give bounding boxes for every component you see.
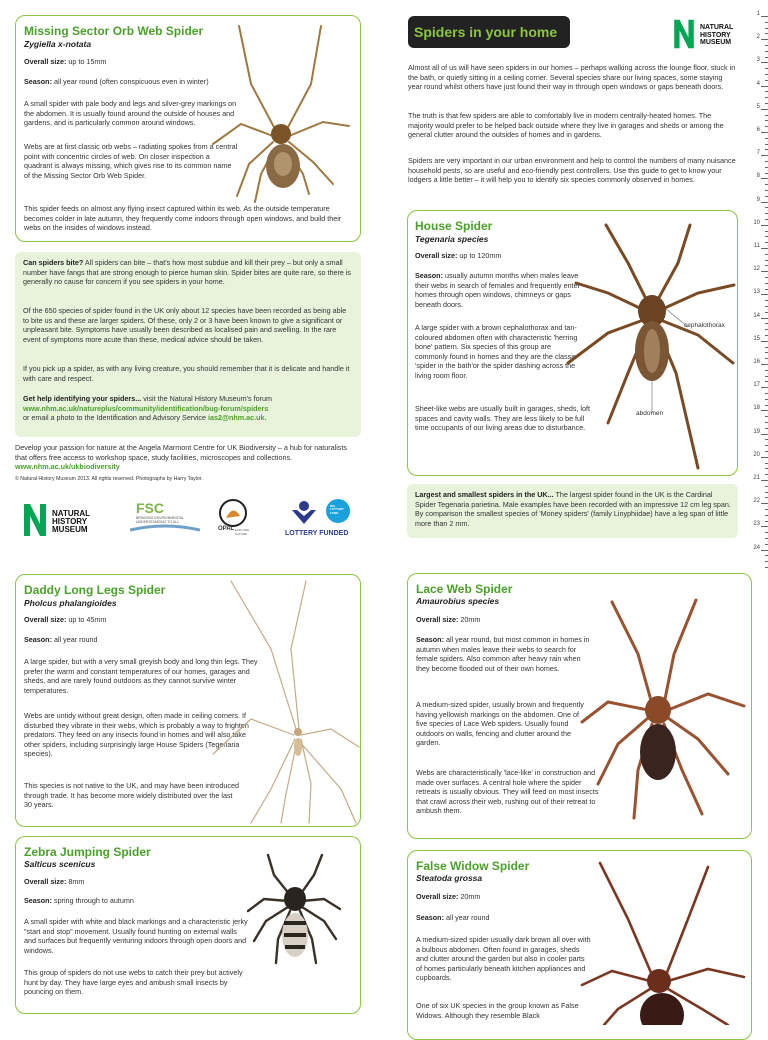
ruler-tick bbox=[761, 178, 768, 179]
orb-latin: Zygiella x-notata bbox=[24, 39, 92, 49]
ruler-tick bbox=[761, 457, 768, 458]
nhm-logo-top: NATURAL HISTORY MUSEUM bbox=[672, 18, 752, 54]
ruler-tick bbox=[761, 434, 768, 435]
ruler-tick bbox=[761, 202, 768, 203]
ruler-tick bbox=[761, 132, 768, 133]
bite-p3: If you pick up a spider, as with any living creature, you should remember that it is delicate and handle it with care and respect. bbox=[23, 364, 350, 383]
ruler-tick bbox=[761, 39, 768, 40]
zebra-p1: A small spider with white and black markings and a characteristic jerky "start and stop" movement. Usually found hunting on external walls and surfaces but frequently venturing indoors through open doors and windows. bbox=[24, 917, 248, 955]
ruler-tick bbox=[761, 109, 768, 110]
orb-title: Missing Sector Orb Web Spider bbox=[24, 24, 204, 38]
orb-web-spider-card bbox=[15, 15, 361, 242]
daddy-title: Daddy Long Legs Spider bbox=[24, 583, 166, 597]
house-p1: A large spider with a brown cephalothorax and tan-coloured abdomen often with characteristic 'herring bone' pattern. Six species of this group are commonly found in homes and they are the classic 'spider in the bath'or the spider dashing across the living room floor. bbox=[415, 323, 578, 380]
ruler-label: 4 bbox=[756, 80, 760, 87]
opal-icon bbox=[218, 498, 248, 528]
copyright: © Natural History Museum 2013. All rights reserved. Photographs by Harry Taylor. bbox=[15, 476, 203, 482]
daddy-latin: Pholcus phalangioides bbox=[24, 598, 117, 608]
ruler-label: 24 bbox=[753, 544, 760, 551]
house-title: House Spider bbox=[415, 219, 493, 233]
widow-spider-image bbox=[578, 859, 748, 1025]
forum-link[interactable]: www.nhm.ac.uk/natureplus/community/identification/bug-forum/spiders bbox=[23, 403, 269, 413]
ruler-tick bbox=[761, 86, 768, 87]
ruler-label: 2 bbox=[756, 34, 760, 41]
widow-season: Season: all year round bbox=[416, 913, 490, 922]
intro-p3: Spiders are very important in our urban environment and help to control the numbers of many nuisance household pests, so are useful and eco-friendly pest controllers. Use this guide to get to know your lodgers a little better – it will help you to identify six species commonly observed in homes. bbox=[408, 156, 736, 185]
email-link[interactable]: ias2@nhm.ac.uk. bbox=[208, 413, 267, 423]
ruler-label: 18 bbox=[753, 405, 760, 412]
lace-latin: Amaurobius species bbox=[416, 596, 500, 606]
ruler-tick bbox=[761, 271, 768, 272]
ruler-tick bbox=[761, 225, 768, 226]
daddy-season: Season: all year round bbox=[24, 635, 98, 644]
lace-p2: Webs are characteristically 'lace-like' in construction and made over surfaces. A central hole where the spider retreats is usually obvious. They will feed on most insects that crawl across their web, rushing out of their retreat to ambush them. bbox=[416, 768, 599, 816]
orb-p3: This spider feeds on almost any flying insect captured within its web. As the outside temperature becomes colder in late autumn, they frequently come indoors through open windows, and build their webs on the insides of windows instead. bbox=[24, 204, 342, 233]
orb-season: Season: all year round (often conspicuous even in winter) bbox=[24, 77, 209, 86]
house-p2: Sheet-like webs are usually built in garages, sheds, loft spaces and cavity walls. They are less likely to be full time occupants of our living areas due to disturbance. bbox=[415, 404, 590, 433]
ruler-label: 17 bbox=[753, 382, 760, 389]
daddy-size: Overall size: up to 45mm bbox=[24, 615, 107, 624]
fsc-logo: FSC BRINGING ENVIRONMENTAL UNDERSTANDING TO ALL bbox=[130, 500, 200, 538]
orb-size: Overall size: up to 15mm bbox=[24, 57, 107, 66]
nhm-logo: NATURAL HISTORY MUSEUM bbox=[22, 502, 102, 540]
false-widow-spider-card bbox=[407, 850, 752, 1040]
bite-p2: Of the 650 species of spider found in the UK only about 12 species have been recorded as being able to bite us and these are larger spiders. Of these, only 2 or 3 have been known to give a significant or unpleasant bite. Symptoms have usually been described as localised pain and swelling. In the rare event of symptoms more acute than these, medical advice should be taken. bbox=[23, 306, 347, 344]
orb-p1: A small spider with pale body and legs and silver-grey markings on the abdomen. It is usually found around the outside of houses and gardens, and is particularly common around windows. bbox=[24, 99, 237, 128]
widow-title: False Widow Spider bbox=[416, 859, 530, 873]
ruler-label: 16 bbox=[753, 359, 760, 365]
ruler-label: 13 bbox=[753, 289, 760, 296]
ruler-tick bbox=[761, 248, 768, 249]
ruler-label: 19 bbox=[753, 428, 760, 435]
orb-spider-image bbox=[211, 24, 351, 204]
ruler-label: 1 bbox=[756, 11, 760, 17]
widow-latin: Steatoda grossa bbox=[416, 873, 483, 883]
ruler-tick bbox=[761, 480, 768, 481]
bite-help: Get help identifying your spiders... visit the Natural History Museum's forum www.nhm.ac.uk/natureplus/community/identification/bug-forum/spiders or email a photo to the Identification and Advisory Service ias2@nhm.ac.uk. bbox=[23, 394, 273, 423]
ruler-tick bbox=[761, 364, 768, 365]
ruler-label: 9 bbox=[756, 196, 760, 203]
widow-size: Overall size: 20mm bbox=[416, 892, 481, 901]
ruler-tick bbox=[761, 16, 768, 17]
nhm-n-icon bbox=[672, 18, 696, 50]
nhm-n-icon bbox=[22, 502, 48, 538]
ruler-tick bbox=[761, 155, 768, 156]
ruler-label: 12 bbox=[753, 266, 760, 273]
house-spider-card bbox=[407, 210, 738, 476]
lace-web-spider-card bbox=[407, 573, 752, 839]
lace-title: Lace Web Spider bbox=[416, 582, 513, 596]
widow-p1: A medium-sized spider usually dark brown all over with a bulbous abdomen. Often found in garages, sheds and clutter around the garden but also in cooler parts of homes particularly beneath kitchen appliances and cupboards. bbox=[416, 935, 591, 983]
widow-p2: One of six UK species in the group known as False Widows. Although they resemble Black bbox=[416, 1001, 579, 1020]
daddy-long-legs-card bbox=[15, 574, 361, 827]
ruler-label: 11 bbox=[753, 243, 760, 249]
intro-title: Spiders in your home bbox=[414, 24, 558, 40]
lace-p1: A medium-sized spider, usually brown and frequently having yellowish markings on the abdomen. One of five species of Lace Web spiders. Usually found outdoors on walls, fencing and clutter around the garden. bbox=[416, 700, 584, 748]
lace-spider-image bbox=[578, 594, 748, 824]
lottery-hand-icon bbox=[289, 496, 319, 526]
biodiversity-link[interactable]: www.nhm.ac.uk/ukbiodiversity bbox=[15, 462, 120, 472]
ruler-label: 22 bbox=[753, 498, 760, 505]
ruler-label: 3 bbox=[756, 57, 760, 64]
daddy-spider-image bbox=[211, 579, 361, 824]
house-size: Overall size: up to 120mm bbox=[415, 251, 502, 260]
ruler-tick bbox=[761, 550, 768, 551]
ruler-label: 8 bbox=[756, 173, 760, 180]
ruler-label: 23 bbox=[753, 521, 760, 528]
ruler-tick bbox=[761, 62, 768, 63]
house-latin: Tegenaria species bbox=[415, 234, 489, 244]
ruler-label: 21 bbox=[753, 475, 760, 481]
daddy-p3: This species is not native to the UK, and may have been introduced through trade. It has become more widely distributed over the last 30 years. bbox=[24, 781, 239, 810]
ruler-label: 6 bbox=[756, 127, 760, 133]
ruler-tick bbox=[761, 387, 768, 388]
ruler-tick bbox=[761, 526, 768, 527]
ruler-label: 7 bbox=[756, 150, 760, 157]
zebra-latin: Salticus scenicus bbox=[24, 859, 96, 869]
zebra-season: Season: spring through to autumn bbox=[24, 896, 134, 905]
ruler-label: 20 bbox=[753, 451, 760, 458]
ruler-label: 10 bbox=[753, 219, 760, 226]
house-spider-image bbox=[558, 223, 738, 473]
zebra-size: Overall size: 8mm bbox=[24, 877, 85, 886]
ruler bbox=[750, 0, 768, 556]
ruler-tick bbox=[761, 503, 768, 504]
house-season: Season: usually autumn months when males leave their webs in search of females and frequently enter homes through open windows, chimneys or gaps beneath doors. bbox=[415, 271, 581, 309]
orb-p2: Webs are at first classic orb webs – radiating spokes from a central point with concentric circles of web. On closer inspection a quadrant is always missing, which gives rise to its common name of the Missing Sector Orb Web Spider. bbox=[24, 142, 238, 180]
lottery-logo: BIG LOTTERY FUND LOTTERY FUNDED bbox=[285, 496, 365, 544]
label-cephalothorax: cephalothorax bbox=[684, 322, 725, 329]
develop-text: Develop your passion for nature at the Angela Marmont Centre for UK Biodiversity – a hub for naturalists that offers free access to workshop space, study facilities, microscopes and collections. www.nhm.ac.uk/ukbiodiversity bbox=[15, 443, 347, 472]
opal-logo: OPAL EXPLORE NATURE bbox=[218, 498, 258, 540]
zebra-spider-card bbox=[15, 836, 361, 1014]
lace-season: Season: all year round, but most common in homes in autumn when males leave their webs to search for female spiders. Also common after heavy rain when they become flooded out of their own homes. bbox=[416, 635, 590, 673]
intro-p1: Almost all of us will have seen spiders in our homes – perhaps walking across the lounge floor, stuck in the bath, or quietly sitting in a ceiling corner. Several species share our living spaces, some staying year round whilst others have just found their way in through open windows or gaps beneath doors. bbox=[408, 63, 736, 92]
ruler-label: 15 bbox=[753, 335, 760, 342]
ruler-tick bbox=[761, 318, 768, 319]
ruler-tick bbox=[761, 294, 768, 295]
ruler-label: 5 bbox=[756, 103, 760, 110]
daddy-p1: A large spider, but with a very small greyish body and long thin legs. They prefer the warm and constant temperatures of our homes, garages and sheds, and are rarely found outdoors as they cannot survive winter temperatures. bbox=[24, 657, 258, 695]
ruler-label: 14 bbox=[753, 312, 760, 319]
zebra-spider-image bbox=[244, 851, 344, 976]
label-abdomen: abdomen bbox=[636, 410, 664, 417]
zebra-p2: This group of spiders do not use webs to catch their prey but actively hunt by day. They have large eyes and ambush small insects by pouncing on them. bbox=[24, 968, 243, 997]
intro-p2: The truth is that few spiders are able to comfortably live in modern centrally-heated homes. The majority would prefer to be helped back outside where they live in garages and sheds or among the general clutter around the outsides of homes and in gardens. bbox=[408, 111, 724, 140]
lace-size: Overall size: 20mm bbox=[416, 615, 481, 624]
daddy-p2: Webs are untidy without great design, often made in ceiling corners. If disturbed they vibrate in their webs, which is probably a way to frighten predators. They feed on any insects found in homes and will also take other spiders, including surprisingly large House Spiders (Tegenaria species). bbox=[24, 711, 249, 759]
ruler-tick bbox=[761, 410, 768, 411]
ruler-tick bbox=[761, 341, 768, 342]
bite-p1: Can spiders bite? All spiders can bite – that's how most subdue and kill their prey – but only a small number have fangs that are strong enough to pierce human skin. Spider bites are quite rare, so there is generally no cause for concern if you see spiders in your home. bbox=[23, 258, 352, 287]
largest-text: Largest and smallest spiders in the UK... The largest spider found in the UK is the Cardinal Spider Tegenaria parietina. Male examples have been recorded with an impressive 12 cm leg span. By comparison the smallest species of 'Money spiders' (family Linyphiidae) have a leg span of little more than 2 mm. bbox=[415, 490, 731, 528]
zebra-title: Zebra Jumping Spider bbox=[24, 845, 151, 859]
